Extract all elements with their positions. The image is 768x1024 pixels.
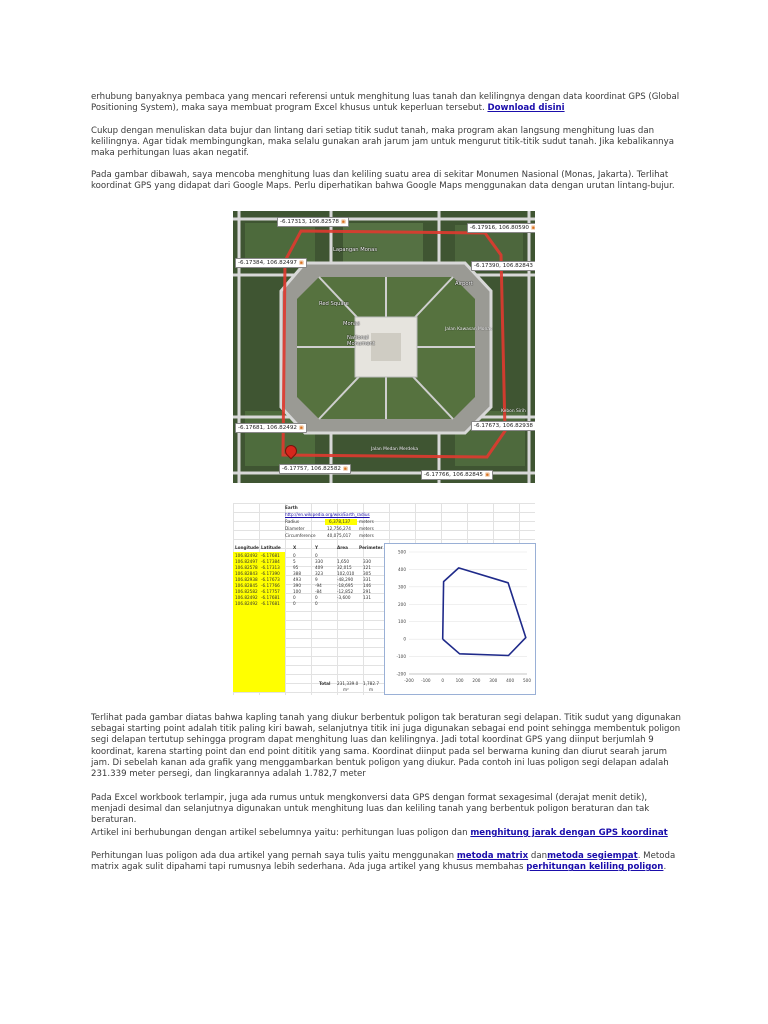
cell-longitude: 106.82497 [235, 559, 258, 564]
cell-y: 9 [315, 577, 318, 582]
col-header-y: Y [315, 545, 319, 550]
earth-row-unit: meters [359, 526, 374, 531]
excel-paragraph: Pada Excel workbook terlampir, juga ada rumus untuk mengkonversi data GPS dengan format sexagesimal (derajat menit detik), menjadi desimal dan selanjutnya digunakan untuk menghitung luas dan keliling tanah yang berbentuk poligon beraturan dan tak beraturan. [91, 793, 650, 826]
coord-label: -6.17766, 106.82845 ▣ [421, 470, 493, 480]
cell-perimeter: 330 [363, 559, 371, 564]
x-tick-label: -100 [421, 678, 431, 683]
jalan-kawasan-label: Jalan Kawasan Monas [445, 327, 493, 332]
rectangle-method-link[interactable]: metoda segiempat [547, 851, 638, 861]
cell-y: 0 [315, 553, 318, 558]
polygon-chart-svg [385, 544, 535, 694]
cell-y: 409 [315, 565, 323, 570]
earth-row-value: 12,756,274 [327, 526, 351, 531]
cell-perimeter: 146 [363, 583, 371, 588]
total-area: 231,339.0 [337, 681, 359, 686]
x-tick-label: 300 [489, 678, 498, 683]
kebon-sirih-label: Kebon Sirih [501, 409, 526, 414]
cell-area: -3,600 [337, 595, 351, 600]
gps-distance-link[interactable]: menghitung jarak dengan GPS koordinat [470, 828, 668, 838]
cell-perimeter: 121 [363, 565, 371, 570]
y-tick-label: -100 [396, 654, 406, 660]
methods-text-4: . [663, 862, 667, 873]
satellite-map-figure [233, 211, 535, 483]
cell-latitude: -6.17766 [261, 583, 280, 588]
x-tick-label: 100 [455, 678, 464, 683]
cell-area: 102,010 [337, 571, 355, 576]
red-square-label: Red Square [319, 301, 349, 307]
related-article-paragraph [91, 828, 681, 839]
x-tick-label: -200 [404, 678, 414, 683]
total-label: Total [319, 681, 331, 686]
polygon-chart [384, 543, 536, 695]
cell-latitude: -6.17681 [261, 553, 280, 558]
polygon-explanation-paragraph: Terlihat pada gambar diatas bahwa kapling tanah yang diukur berbentuk poligon tak beraturan segi delapan. Titik sudut yang digunakan sebagai starting point adalah titik paling kiri bawah, selanjutnya titik ini juga digunakan sebagai end point sehingga membentuk poligon segi delapan tertutup sehingga program dapat menghitung luas dan kelilingnya. Jadi total koordinat GPS yang diinput berjumlah 9 koordinat, karena starting point dan end point dititik yang sama. Koordinat diinput pada sel berwarna kuning dan diurut searah jarum jam. Di sebelah kanan ada grafik yang menggambarkan bentuk poligon yang diukur. Pada contoh ini luas poligon segi delapan adalah 231.339 meter persegi, dan lingkarannya adalah 1.782,7 meter [91, 713, 681, 780]
earth-row-unit: meters [359, 533, 374, 538]
airport-label: Airport [455, 281, 473, 287]
cell-longitude: 106.82845 [235, 583, 258, 588]
earth-row-unit: meters [359, 519, 374, 524]
cell-y: 0 [315, 601, 318, 606]
coord-label: -6.17673, 106.82938 ▣ [471, 421, 535, 431]
cell-x: 0 [293, 601, 296, 606]
coord-label: -6.17390, 106.82843 ▣ [471, 261, 535, 271]
cell-perimeter: 291 [363, 589, 371, 594]
col-header-area: Area [337, 545, 348, 550]
cell-latitude: -6.17673 [261, 577, 280, 582]
methods-text-2: dan [528, 851, 548, 861]
y-tick-label: 300 [398, 584, 406, 590]
cell-x: 0 [293, 595, 296, 600]
y-tick-label: -200 [396, 671, 406, 677]
y-tick-label: 200 [398, 601, 406, 607]
cell-x: 388 [293, 571, 301, 576]
cell-longitude: 106.82492 [235, 553, 258, 558]
excel-spreadsheet-figure [233, 503, 535, 695]
y-tick-label: 0 [403, 636, 406, 642]
matrix-method-link[interactable]: metoda matrix [456, 851, 529, 861]
lapangan-label: Lapangan Monas [333, 247, 378, 253]
cell-y: -84 [315, 589, 322, 594]
cell-y: -94 [315, 583, 322, 588]
cell-x: 5 [293, 559, 296, 564]
cell-area: -48,290 [337, 577, 354, 582]
monas-label: Monas [343, 321, 360, 327]
coord-label: -6.17681, 106.82492 ▣ [235, 423, 307, 433]
y-tick-label: 400 [398, 566, 406, 572]
cell-area: 1,650 [337, 559, 349, 564]
cell-longitude: 106.82938 [235, 577, 258, 582]
coord-label: -6.17313, 106.82578 ▣ [277, 217, 349, 227]
x-tick-label: 200 [472, 678, 481, 683]
cell-area: 32,015 [337, 565, 352, 570]
y-tick-label: 500 [398, 549, 406, 555]
polygon-series-line [443, 568, 526, 656]
col-header-longitude: Longitude [235, 545, 259, 550]
col-header-x: X [293, 545, 297, 550]
cell-longitude: 106.82578 [235, 565, 258, 570]
cell-x: 95 [293, 565, 299, 570]
cell-perimeter: 131 [363, 595, 371, 600]
cell-x: 100 [293, 589, 301, 594]
cell-latitude: -6.17384 [261, 559, 280, 564]
coord-label: -6.17916, 106.80590 ▣ [467, 223, 535, 233]
coord-label: -6.17384, 106.82497 ▣ [235, 258, 307, 268]
perimeter-unit: m [369, 687, 374, 692]
earth-row-label: Circumference [285, 533, 316, 538]
cell-x: 390 [293, 583, 301, 588]
earth-reference-link: http://en.wikipedia.org/wiki/Earth_radius [285, 512, 370, 517]
earth-row-value: 40,075,017 [327, 533, 351, 538]
cell-perimeter: 305 [363, 571, 371, 576]
cell-longitude: 106.82843 [235, 571, 258, 576]
cell-latitude: -6.17757 [261, 589, 280, 594]
intro-text: erhubung banyaknya pembaca yang mencari referensi untuk menghitung luas tanah dan kelilingnya dengan data koordinat GPS (Global Positioning System), maka saya membuat program Excel khusus untuk keperluan tersebut. [91, 92, 680, 114]
national-monument-label: National Monument [347, 335, 375, 347]
cell-latitude: -6.17390 [261, 571, 280, 576]
cell-latitude: -6.17313 [261, 565, 280, 570]
cell-perimeter: 331 [363, 577, 371, 582]
cell-area: -12,852 [337, 589, 354, 594]
methods-text-3: . Metoda matrix agak sulit dipahami tapi rumusnya lebih sederhana. Ada juga artikel yang khusus membahas [91, 851, 676, 873]
intro-paragraph [91, 92, 681, 114]
x-tick-label: 400 [506, 678, 515, 683]
cell-area: -18,695 [337, 583, 354, 588]
earth-row-value: 6,378,137 [329, 519, 351, 524]
cell-longitude: 106.82492 [235, 601, 258, 606]
cell-latitude: -6.17681 [261, 595, 280, 600]
earth-row-label: Radius [285, 519, 300, 524]
y-tick-label: 100 [398, 619, 406, 625]
methods-text-1: Perhitungan luas poligon ada dua artikel yang pernah saya tulis yaitu menggunakan [91, 851, 457, 861]
instructions-paragraph: Cukup dengan menuliskan data bujur dan lintang dari setiap titik sudut tanah, maka program akan langsung menghitung luas dan kelilingnya. Agar tidak membingungkan, maka selalu gunakan arah jarum jam untuk mengurut titik-titik sudut tanah. Jika kebalikannya maka perhitungan luas akan negatif. [91, 126, 674, 159]
map-illustration [233, 211, 535, 483]
area-unit: m² [343, 687, 349, 692]
x-tick-label: 0 [441, 678, 445, 683]
monas-paragraph: Pada gambar dibawah, saya mencoba menghitung luas dan keliling suatu area di sekitar Monumen Nasional (Monas, Jakarta). Terlihat koordinat GPS yang didapat dari Google Maps. Perlu diperhatikan bahwa Google Maps menggunakan data dengan urutan lintang-bujur. [91, 170, 675, 192]
earth-row-label: Diameter [285, 526, 305, 531]
jalan-medan-label: Jalan Medan Merdeka [371, 447, 419, 452]
coord-label: -6.17757, 106.82582 ▣ [279, 464, 351, 474]
polygon-methods-paragraph [91, 851, 681, 873]
col-header-latitude: Latitude [261, 545, 281, 550]
cell-y: 0 [315, 595, 318, 600]
earth-title: Earth [285, 505, 298, 510]
col-header-perimeter: Perimeter [359, 545, 383, 550]
cell-y: 323 [315, 571, 323, 576]
cell-longitude: 106.82582 [235, 589, 258, 594]
cell-latitude: -6.17681 [261, 601, 280, 606]
download-link[interactable]: Download disini [487, 103, 565, 114]
cell-x: 493 [293, 577, 301, 582]
x-tick-label: 500 [523, 678, 531, 683]
cell-x: 0 [293, 553, 296, 558]
cell-longitude: 106.82492 [235, 595, 258, 600]
total-perimeter: 1,782.7 [363, 681, 379, 686]
related-text: Artikel ini berhubungan dengan artikel sebelumnya yaitu: perhitungan luas poligon dan [91, 828, 471, 838]
cell-y: 330 [315, 559, 323, 564]
polygon-perimeter-link[interactable]: perhitungan keliling poligon [526, 862, 664, 873]
